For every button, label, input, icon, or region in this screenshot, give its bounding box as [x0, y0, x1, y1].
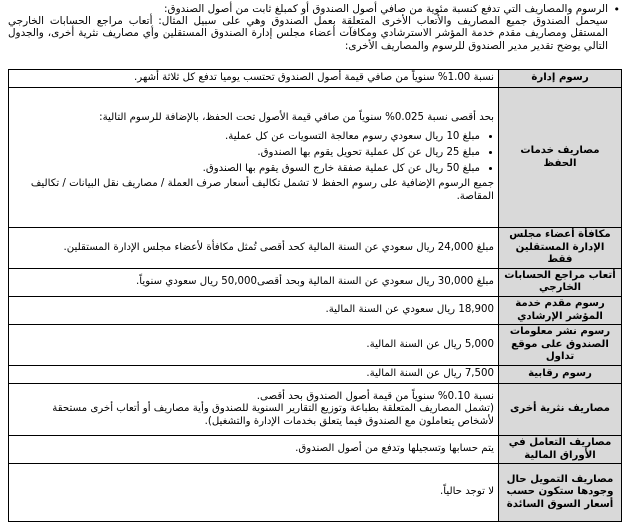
table-row-board-remuneration [9, 228, 622, 269]
row-value: 18,900 ريال سعودي عن السنة المالية. [9, 296, 499, 324]
row-value: يتم حسابها وتسجيلها وتدفع من أصول الصندوق. [9, 435, 499, 463]
table-row-benchmark-fee [9, 296, 622, 324]
list-item: • مبلغ 50 ريال عن كل عملية صفقة خارج السوق يقوم بها الصندوق. [13, 163, 480, 176]
intro-line-heading: الرسوم والمصاريف التي تدفع كنسبة مئوية من صافي أصول الصندوق أو كمبلغ ثابت من أصول الصندوق: [164, 3, 608, 15]
custody-note: جميع الرسوم الإضافية على رسوم الحفظ لا تشمل تكاليف أسعار صرف العملة / مصاريف نقل البيانات / تكاليف المقاصة. [30, 178, 494, 202]
custody-fee-list [13, 131, 494, 175]
table-row-custody-fee [9, 88, 622, 228]
other-expenses-cap: نسبة 0.10% سنوياً من قيمة أصول الصندوق بحد أقصى. [256, 390, 494, 402]
table-row-dealing-expenses [9, 435, 622, 463]
intro-paragraph [8, 3, 608, 52]
fees-table [8, 69, 622, 522]
row-value [9, 383, 499, 435]
row-label: مصاريف التمويل حال وجودها ستكون حسب أسعار السوق السائدة [499, 464, 622, 522]
table-row-tadawul-publication-fee [9, 325, 622, 366]
row-label: رسوم مقدم خدمة المؤشر الإرشادي [499, 296, 622, 324]
table-row-financing-expenses [9, 464, 622, 522]
table-row-regulatory-fee [9, 365, 622, 383]
row-value: 7,500 ريال عن السنة المالية. [9, 365, 499, 383]
row-value: مبلغ 24,000 ريال سعودي عن السنة المالية كحد أقصى تُمثل مكافأة لأعضاء مجلس الإدارة المستقلين. [9, 228, 499, 269]
row-label: مصاريف نثرية أخرى [499, 383, 622, 435]
list-item: • مبلغ 10 ريال سعودي رسوم معالجة التسويات عن كل عملية. [13, 131, 480, 144]
row-label: رسوم إدارة [499, 70, 622, 88]
row-label: مصاريف التعامل في الأوراق المالية [499, 435, 622, 463]
row-label: رسوم رقابية [499, 365, 622, 383]
row-label: أتعاب مراجع الحسابات الخارجي [499, 268, 622, 296]
row-label: مصاريف خدمات الحفظ [499, 88, 622, 228]
intro-line-body: سيحمل الصندوق جميع المصاريف والأتعاب الأخرى المتعلقة بعمل الصندوق وهي على سبيل المثال: أتعاب مراجع الحسابات الخارجي المستقل ومصاريف مقدم خدمة المؤشر الاسترشادي ومكافآت أعضاء مجلس إدارة الصندوق المستقلين وأي مصاريف نثرية أخرى، والجدول التالي يوضح تقدير مدير الصندوق للرسوم والمصاريف الأخرى: [8, 15, 608, 52]
table-row-other-expenses [9, 383, 622, 435]
row-value: نسبة 1.00% سنوياً من صافي قيمة أصول الصندوق تحتسب يوميا تدفع كل ثلاثة أشهر. [9, 70, 499, 88]
other-expenses-note: (تشمل المصاريف المتعلقة بطباعة وتوزيع التقارير السنوية للصندوق وأية مصاريف أو أتعاب أخرى مستحقة لأشخاص يتعاملون مع الصندوق فيما يتعلق بخدمات الإدارة والتشغيل). [52, 403, 494, 427]
row-label: مكافأة أعضاء مجلس الإدارة المستقلين فقط [499, 228, 622, 269]
row-value: لا توجد حالياً. [9, 464, 499, 522]
bullet-marker: • [613, 3, 620, 16]
custody-intro: بحد أقصى نسبة 0.025% سنوياً من صافي قيمة الأصول تحت الحفظ، بالإضافة للرسوم التالية: [99, 111, 494, 123]
row-value: مبلغ 30,000 ريال سعودي عن السنة المالية وبحد أقصى50,000 ريال سعودي سنوياً. [9, 268, 499, 296]
list-item: • مبلغ 25 ريال عن كل عملية تحويل يقوم بها الصندوق. [13, 147, 480, 160]
table-row-auditor-fee [9, 268, 622, 296]
row-label: رسوم نشر معلومات الصندوق على موقع تداول [499, 325, 622, 366]
table-row-management-fee [9, 70, 622, 88]
row-value: 5,000 ريال عن السنة المالية. [9, 325, 499, 366]
row-value [9, 88, 499, 228]
